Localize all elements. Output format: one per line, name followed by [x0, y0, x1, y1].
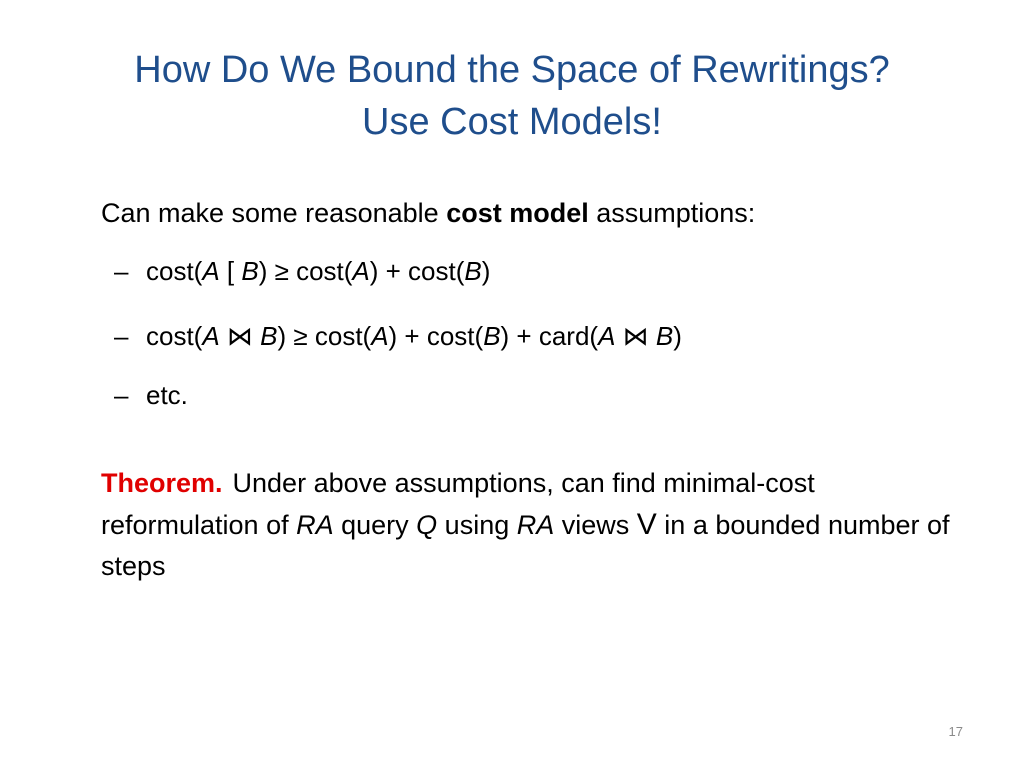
- bullet-text: ): [481, 256, 491, 286]
- var-b: B: [655, 321, 674, 351]
- ra-term: RA: [516, 510, 555, 540]
- intro-text: [101, 195, 755, 231]
- bullet-text: ) + cost(: [388, 321, 484, 351]
- query-var: Q: [416, 510, 438, 540]
- bullet-text: etc.: [146, 380, 188, 410]
- theorem-text: query: [333, 510, 417, 540]
- title-line-2: Use Cost Models!: [362, 101, 662, 143]
- slide-title: [40, 44, 984, 148]
- bullet-dash: –: [114, 380, 129, 410]
- theorem-label: Theorem.: [101, 468, 223, 498]
- intro-after: assumptions:: [588, 198, 756, 228]
- bullet-text: ): [673, 321, 682, 351]
- var-b: B: [260, 321, 278, 351]
- theorem-paragraph: [101, 463, 961, 587]
- join-operator: ⋈: [219, 321, 261, 351]
- title-line-1: How Do We Bound the Space of Rewritings?: [134, 49, 890, 91]
- bullet-text: ) + cost(: [369, 256, 465, 286]
- var-b: B: [241, 256, 259, 286]
- var-b: B: [464, 256, 482, 286]
- bullet-text: ) ≥ cost(: [277, 321, 372, 351]
- bullet-etc: [114, 378, 188, 412]
- bullet-join-cost: [114, 319, 682, 353]
- var-a: A: [598, 321, 616, 351]
- bullet-union-cost: [114, 254, 490, 288]
- var-a: A: [202, 321, 220, 351]
- bullet-text: cost(: [146, 321, 203, 351]
- ra-term: RA: [296, 510, 334, 540]
- theorem-text: using: [437, 510, 517, 540]
- bullet-dash: –: [114, 256, 129, 286]
- intro-bold: cost model: [446, 198, 589, 228]
- var-a: A: [352, 256, 370, 286]
- var-b: B: [483, 321, 501, 351]
- var-a: A: [371, 321, 389, 351]
- var-a: A: [202, 256, 220, 286]
- bullet-text: ) ≥ cost(: [258, 256, 353, 286]
- bullet-dash: –: [114, 321, 129, 351]
- bullet-text: cost(: [146, 256, 203, 286]
- theorem-text: views: [554, 510, 637, 540]
- theorem-text: Under above assumptions, can find minimal-cost reformulation of: [101, 468, 815, 540]
- page-number: 17: [948, 724, 963, 739]
- views-var: V: [636, 508, 657, 541]
- join-operator: ⋈: [615, 321, 656, 351]
- bullet-text: ) + card(: [500, 321, 599, 351]
- theorem-text: in a bounded number of steps: [101, 510, 950, 581]
- intro-before: Can make some reasonable: [101, 198, 447, 228]
- union-operator: [: [219, 256, 242, 286]
